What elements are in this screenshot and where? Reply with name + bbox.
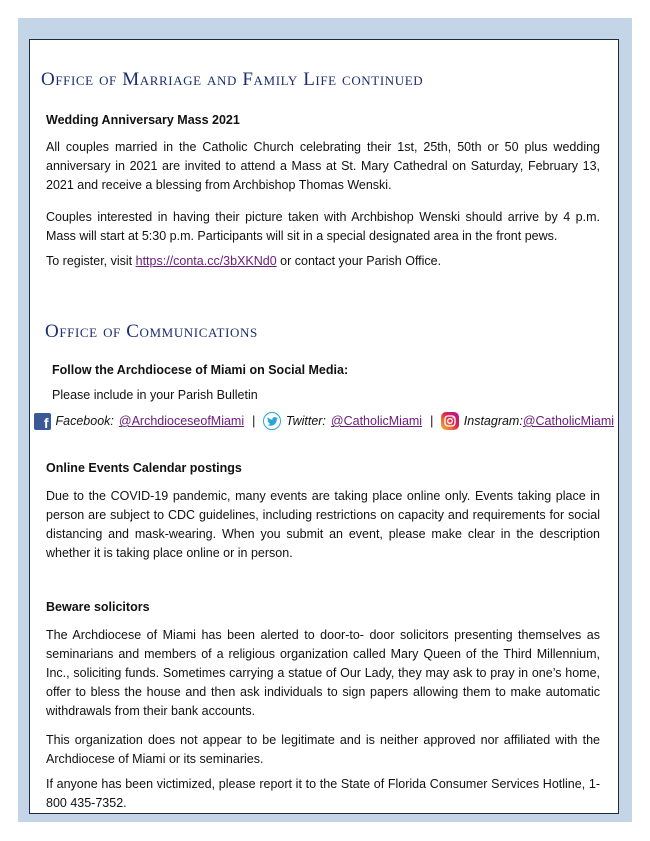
register-suffix: or contact your Parish Office.	[276, 254, 442, 268]
paragraph-register	[46, 252, 600, 271]
instagram-handle-link[interactable]: @CatholicMiami	[522, 414, 615, 428]
page-frame	[18, 18, 632, 822]
facebook-label: Facebook:	[55, 414, 114, 428]
register-link[interactable]: https://conta.cc/3bXKNd0	[135, 254, 277, 268]
solicitors-title: Beware solicitors	[46, 600, 150, 614]
social-media-title: Follow the Archdiocese of Miami on Social Media:	[52, 363, 349, 377]
content-panel	[29, 39, 619, 814]
separator: |	[252, 414, 256, 428]
instagram-label: Instagram:	[463, 414, 523, 428]
section-heading-marriage: Office of Marriage and Family Life continued	[41, 69, 424, 90]
paragraph-picture-info: Couples interested in having their picture taken with Archbishop Wenski should arrive by 4 p.m. Mass will start at 5:30 p.m. Participants will sit in a special designated area in the front pews.	[46, 210, 600, 243]
paragraph-solicitors-alert: The Archdiocese of Miami has been alerted to door-to- door solicitors presenting themselves as seminarians and members of a religious organization called Mary Queen of the Third Millennium, Inc., soliciting funds. Sometimes carrying a statue of Our Lady, they may ask to pray in one’s home, offer to bless the house and then ask individuals to sign papers allowing them to make automatic withdrawals from their bank accounts.	[46, 628, 600, 718]
facebook-handle-link[interactable]: @ArchdioceseofMiami	[118, 414, 245, 428]
calendar-title: Online Events Calendar postings	[46, 461, 242, 475]
section-heading-communications: Office of Communications	[45, 321, 258, 342]
subheading-anniversary-mass: Wedding Anniversary Mass 2021	[46, 113, 240, 127]
bulletin-note: Please include in your Parish Bulletin	[52, 388, 258, 402]
facebook-icon: f	[34, 413, 51, 430]
social-media-row	[34, 410, 614, 432]
paragraph-not-legitimate: This organization does not appear to be legitimate and is neither approved nor affiliated with the Archdiocese of Miami or its seminaries.	[46, 733, 600, 766]
twitter-handle-link[interactable]: @CatholicMiami	[330, 414, 423, 428]
instagram-icon	[441, 412, 458, 430]
paragraph-report: If anyone has been victimized, please report it to the State of Florida Consumer Services Hotline, 1-800 435-7352.	[46, 777, 600, 810]
paragraph-invitation: All couples married in the Catholic Church celebrating their 1st, 25th, 50th or 50 plus wedding anniversary in 2021 are invited to attend a Mass at St. Mary Cathedral on Saturday, February 13, 2021 and receive a blessing from Archbishop Thomas Wenski.	[46, 140, 600, 192]
paragraph-calendar: Due to the COVID-19 pandemic, many events are taking place online only. Events taking place in person are subject to CDC guidelines, including restrictions on capacity and requirements for social distancing and mask-wearing. When you submit an event, please make clear in the description whether it is taking place online or in person.	[46, 489, 600, 560]
register-prefix: To register, visit	[46, 254, 136, 268]
twitter-icon	[263, 412, 280, 430]
twitter-label: Twitter:	[285, 414, 326, 428]
separator: |	[430, 414, 434, 428]
